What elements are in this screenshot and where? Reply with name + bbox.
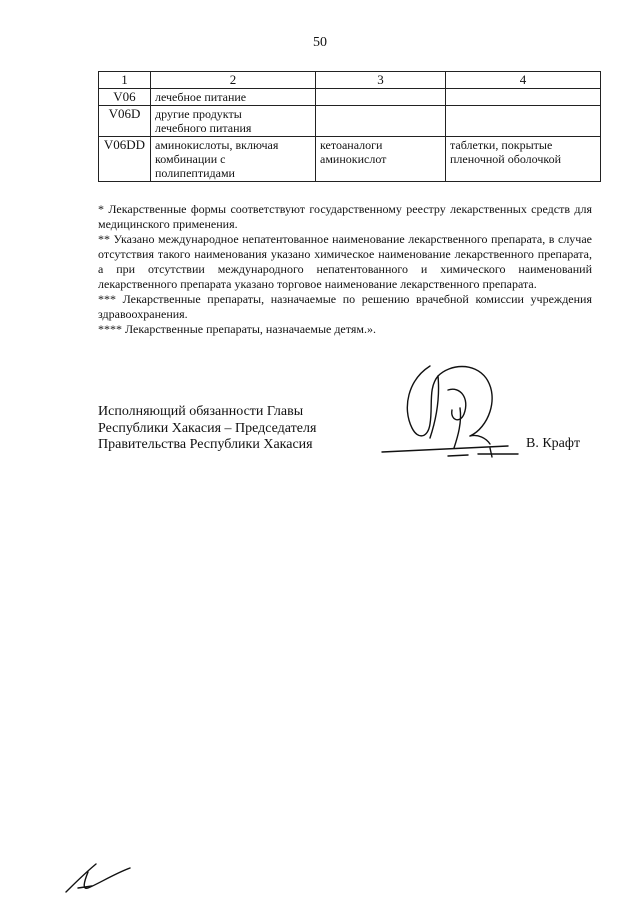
handwritten-signature-image <box>378 358 528 470</box>
initials-mark-image <box>58 858 138 898</box>
position-line: Исполняющий обязанности Главы <box>98 404 304 419</box>
atc-code-cell: V06DD <box>99 137 151 182</box>
drug-cell <box>316 89 446 106</box>
footnote: ** Указано международное непатентованное наименование лекарственного препарата, в случае отсутствия такого наименования указано химическое наименование лекарственного препарата, а при отсутствии международного непатентованного и химического наименований лекарственного препарата указано торговое наименование лекарственного препарата. <box>98 232 592 291</box>
group-cell: аминокислоты, включая комбинации с полипептидами <box>151 137 316 182</box>
signatory-position <box>98 404 316 454</box>
column-header: 4 <box>446 72 601 89</box>
form-cell <box>446 89 601 106</box>
group-cell: другие продукты лечебного питания <box>151 106 316 137</box>
table-header-row <box>99 72 601 89</box>
page-number: 50 <box>313 35 327 50</box>
table-row <box>99 106 601 137</box>
footnote: * Лекарственные формы соответствуют государственному реестру лекарственных средств для медицинского применения. <box>98 202 592 231</box>
table-row <box>99 137 601 182</box>
footnote: **** Лекарственные препараты, назначаемые детям.». <box>98 322 376 336</box>
column-header: 1 <box>99 72 151 89</box>
drug-table <box>98 71 601 182</box>
form-cell <box>446 106 601 137</box>
footnotes <box>98 202 592 337</box>
column-header: 3 <box>316 72 446 89</box>
position-line: Правительства Республики Хакасия <box>98 437 313 452</box>
drug-cell <box>316 106 446 137</box>
atc-code-cell: V06D <box>99 106 151 137</box>
column-header: 2 <box>151 72 316 89</box>
drug-cell: кетоаналоги аминокислот <box>316 137 446 182</box>
group-cell: лечебное питание <box>151 89 316 106</box>
atc-code-cell: V06 <box>99 89 151 106</box>
footnote: *** Лекарственные препараты, назначаемые по решению врачебной комиссии учреждения здравоохранения. <box>98 292 592 321</box>
form-cell: таблетки, покрытые пленочной оболочкой <box>446 137 601 182</box>
table-row <box>99 89 601 106</box>
signer-name: В. Крафт <box>526 436 581 451</box>
position-line: Республики Хакасия – Председателя <box>98 420 317 436</box>
